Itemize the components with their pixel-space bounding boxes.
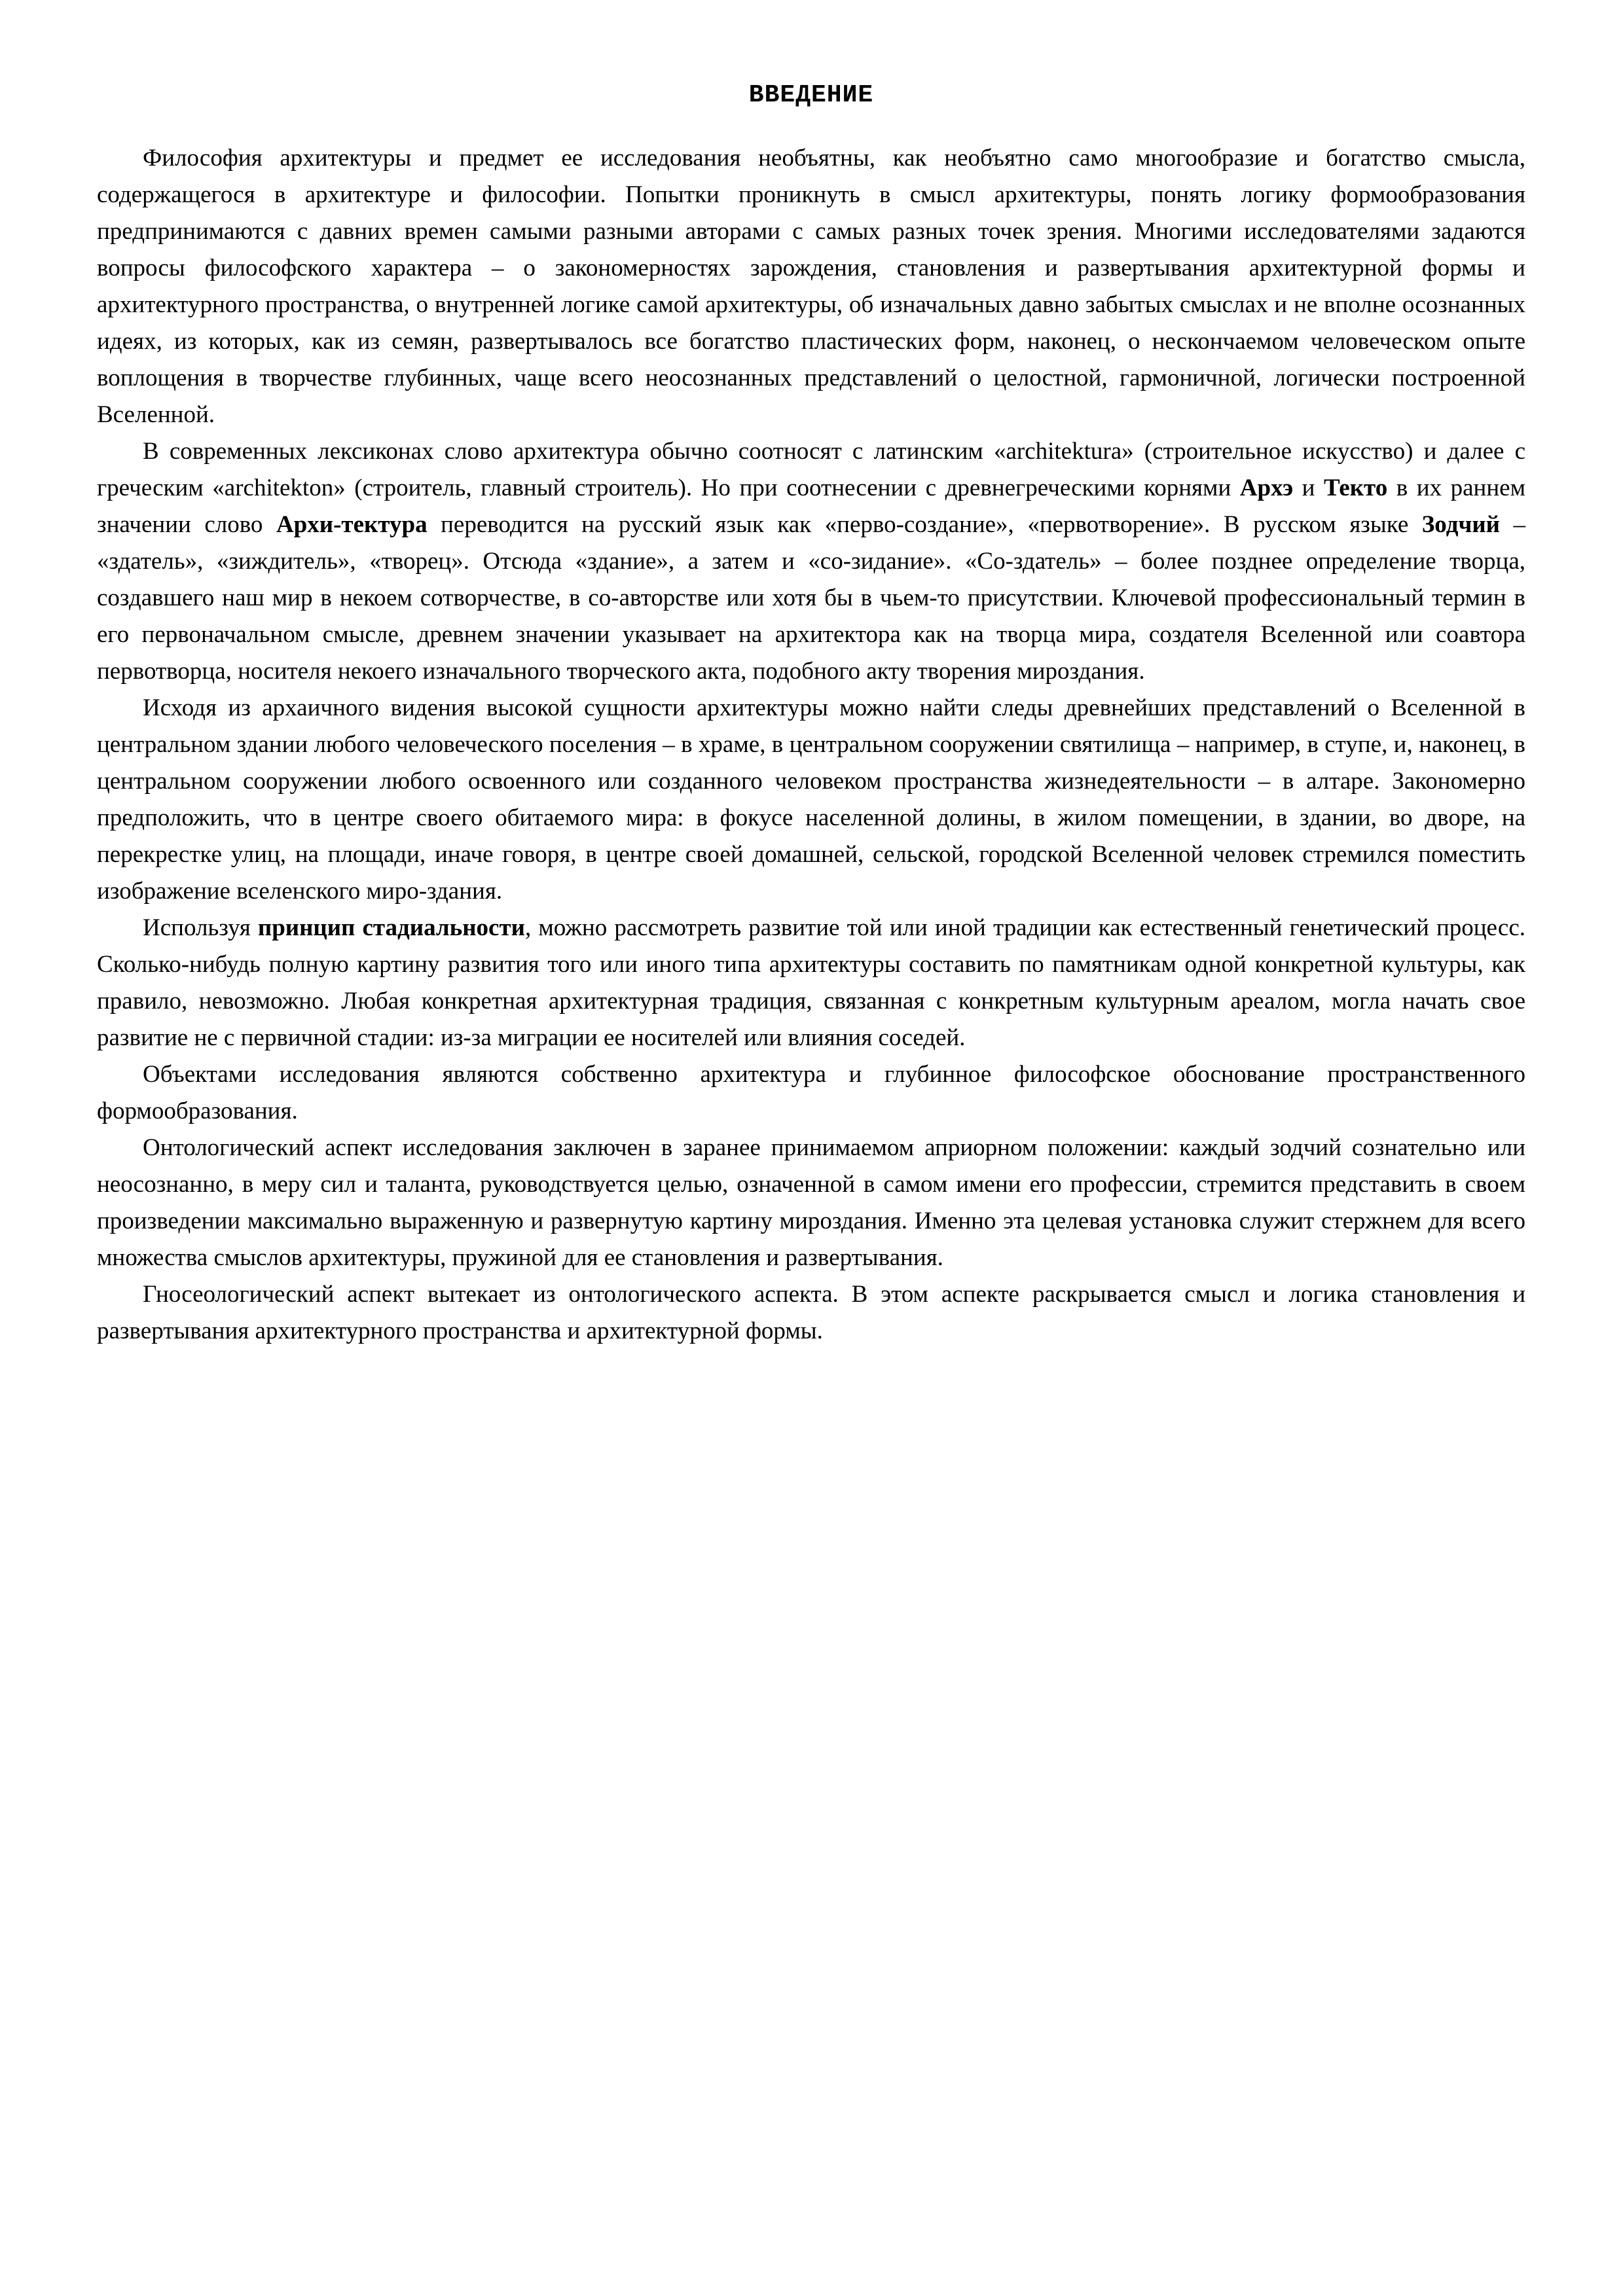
page-title: ВВЕДЕНИЕ: [748, 81, 874, 109]
bold-term: принцип стадиальности: [257, 914, 525, 941]
text-segment: Используя: [143, 914, 258, 941]
paragraph: [97, 690, 1525, 910]
bold-term: Архэ: [1239, 475, 1294, 501]
text-segment: переводится на русский язык как «перво-создание», «первотворение». В русском языке: [427, 511, 1422, 538]
paragraph: [97, 910, 1525, 1056]
paragraph: [97, 140, 1525, 433]
text-segment: Онтологический аспект исследования заключен в заранее принимаемом априорном положении: каждый зодчий сознательно или неосознанно, в меру сил и таланта, руководствуется целью, означенной в самом имени его профессии, стремится представить в своем произведении максимально выраженную и развернутую картину мироздания. Именно эта целевая установка служит стержнем для всего множества смыслов архитектуры, пружиной для ее становления и развертывания.: [97, 1134, 1525, 1271]
bold-term: Зодчий: [1421, 511, 1500, 538]
text-segment: Исходя из архаичного видения высокой сущности архитектуры можно найти следы древнейших представлений о Вселенной в центральном здании любого человеческого поселения – в храме, в центральном сооружении святилища – например, в ступе, и, наконец, в центральном сооружении любого освоенного или созданного человеком пространства жизнедеятельности – в алтаре. Закономерно предположить, что в центре своего обитаемого мира: в фокусе населенной долины, в жилом помещении, в здании, во дворе, на перекрестке улиц, на площади, иначе говоря, в центре своей домашней, сельской, городской Вселенной человек стремился поместить изображение вселенского миро-здания.: [97, 694, 1525, 905]
bold-term: Текто: [1324, 475, 1388, 501]
text-segment: , можно рассмотреть развитие той или иной традиции как естественный генетический процесс. Сколько-нибудь полную картину развития того или иного типа архитектуры составить по памятникам одной конкретной культуры, как правило, невозможно. Любая конкретная архитектурная традиция, связанная с конкретным культурным ареалом, могла начать свое развитие не с первичной стадии: из-за миграции ее носителей или влияния соседей.: [97, 914, 1525, 1051]
paragraph: [97, 1276, 1525, 1350]
text-segment: Гносеологический аспект вытекает из онтологического аспекта. В этом аспекте раскрывается смысл и логика становления и развертывания архитектурного пространства и архитектурной формы.: [97, 1281, 1525, 1344]
text-segment: в их раннем значении слово: [97, 475, 1525, 538]
text-segment: Объектами исследования являются собственно архитектура и глубинное философское обоснование пространственного формообразования.: [97, 1061, 1525, 1124]
paragraph: [97, 1130, 1525, 1276]
text-segment: В современных лексиконах слово архитектура обычно соотносят с латинским «architektura» (строительное искусство) и далее с греческим «architekton» (строитель, главный строитель). Но при соотнесении с древнегреческими корнями: [97, 438, 1525, 501]
bold-term: Архи-тектура: [276, 511, 428, 538]
body-text: [97, 140, 1525, 1350]
text-segment: – «здатель», «зиждитель», «творец». Отсюда «здание», а затем и «со-зидание». «Со-здатель» – более позднее определение творца, создавшего наш мир в некоем сотворчестве, в со-авторстве или хотя бы в чьем-то присутствии. Ключевой профессиональный термин в его первоначальном смысле, древнем значении указывает на архитектора как на творца мира, создателя Вселенной или соавтора первотворца, носителя некоего изначального творческого акта, подобного акту творения мироздания.: [97, 511, 1525, 685]
paragraph: [97, 433, 1525, 690]
document-page: [97, 77, 1525, 1350]
paragraph: [97, 1056, 1525, 1130]
text-segment: и: [1293, 475, 1324, 501]
text-segment: Философия архитектуры и предмет ее исследования необъятны, как необъятно само многообразие и богатство смысла, содержащегося в архитектуре и философии. Попытки проникнуть в смысл архитектуры, понять логику формообразования предпринимаются с давних времен самыми разными авторами с самых разных точек зрения. Многими исследователями задаются вопросы философского характера – о закономерностях зарождения, становления и развертывания архитектурной формы и архитектурного пространства, о внутренней логике самой архитектуры, об изначальных давно забытых смыслах и не вполне осознанных идеях, из которых, как из семян, развертывалось все богатство пластических форм, наконец, о нескончаемом человеческом опыте воплощения в творчестве глубинных, чаще всего неосознанных представлений о целостной, гармоничной, логически построенной Вселенной.: [97, 145, 1525, 428]
